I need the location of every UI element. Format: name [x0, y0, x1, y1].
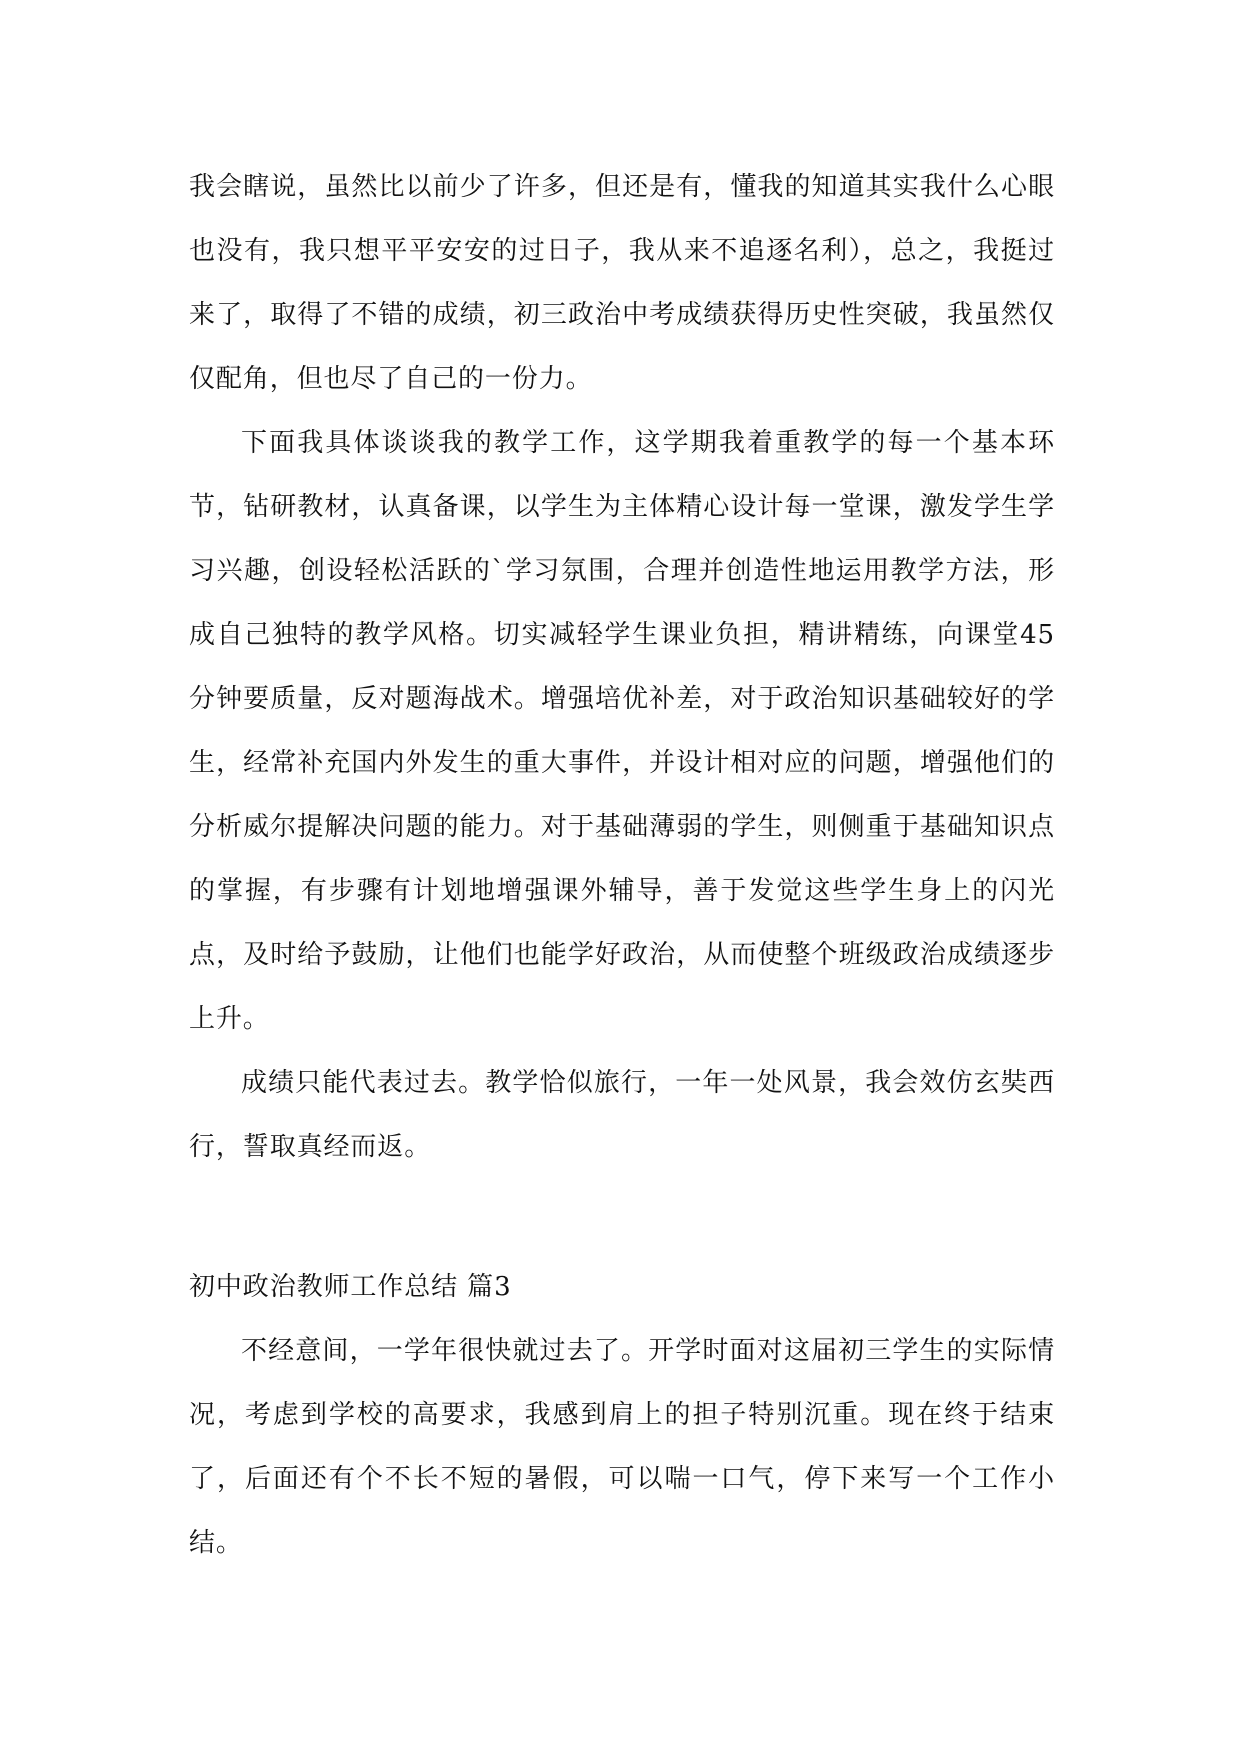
paragraph-conclusion: 成绩只能代表过去。教学恰似旅行，一年一处风景，我会效仿玄奘西行，誓取真经而返。	[189, 1068, 1055, 1162]
paragraph-section-intro: 不经意间，一学年很快就过去了。开学时面对这届初三学生的实际情况，考虑到学校的高要求，我感到肩上的担子特别沉重。现在终于结束了，后面还有个不长不短的暑假，可以喘一口气，停下来写一个工作小结。	[189, 1336, 1055, 1558]
paragraph-continued: 我会瞎说，虽然比以前少了许多，但还是有，懂我的知道其实我什么心眼也没有，我只想平平安安的过日子，我从来不追逐名利），总之，我挺过来了，取得了不错的成绩，初三政治中考成绩获得历史性突破，我虽然仅仅配角，但也尽了自己的一份力。	[189, 172, 1055, 394]
section-heading: 初中政治教师工作总结 篇3	[189, 1272, 512, 1302]
paragraph-teaching-work: 下面我具体谈谈我的教学工作，这学期我着重教学的每一个基本环节，钻研教材，认真备课，以学生为主体精心设计每一堂课，激发学生学习兴趣，创设轻松活跃的`学习氛围，合理并创造性地运用教学方法，形成自己独特的教学风格。切实减轻学生课业负担，精讲精练，向课堂45分钟要质量，反对题海战术。增强培优补差，对于政治知识基础较好的学生，经常补充国内外发生的重大事件，并设计相对应的问题，增强他们的分析威尔提解决问题的能力。对于基础薄弱的学生，则侧重于基础知识点的掌握，有步骤有计划地增强课外辅导，善于发觉这些学生身上的闪光点，及时给予鼓励，让他们也能学好政治，从而使整个班级政治成绩逐步上升。	[189, 428, 1055, 1034]
document-body	[189, 155, 1055, 1575]
